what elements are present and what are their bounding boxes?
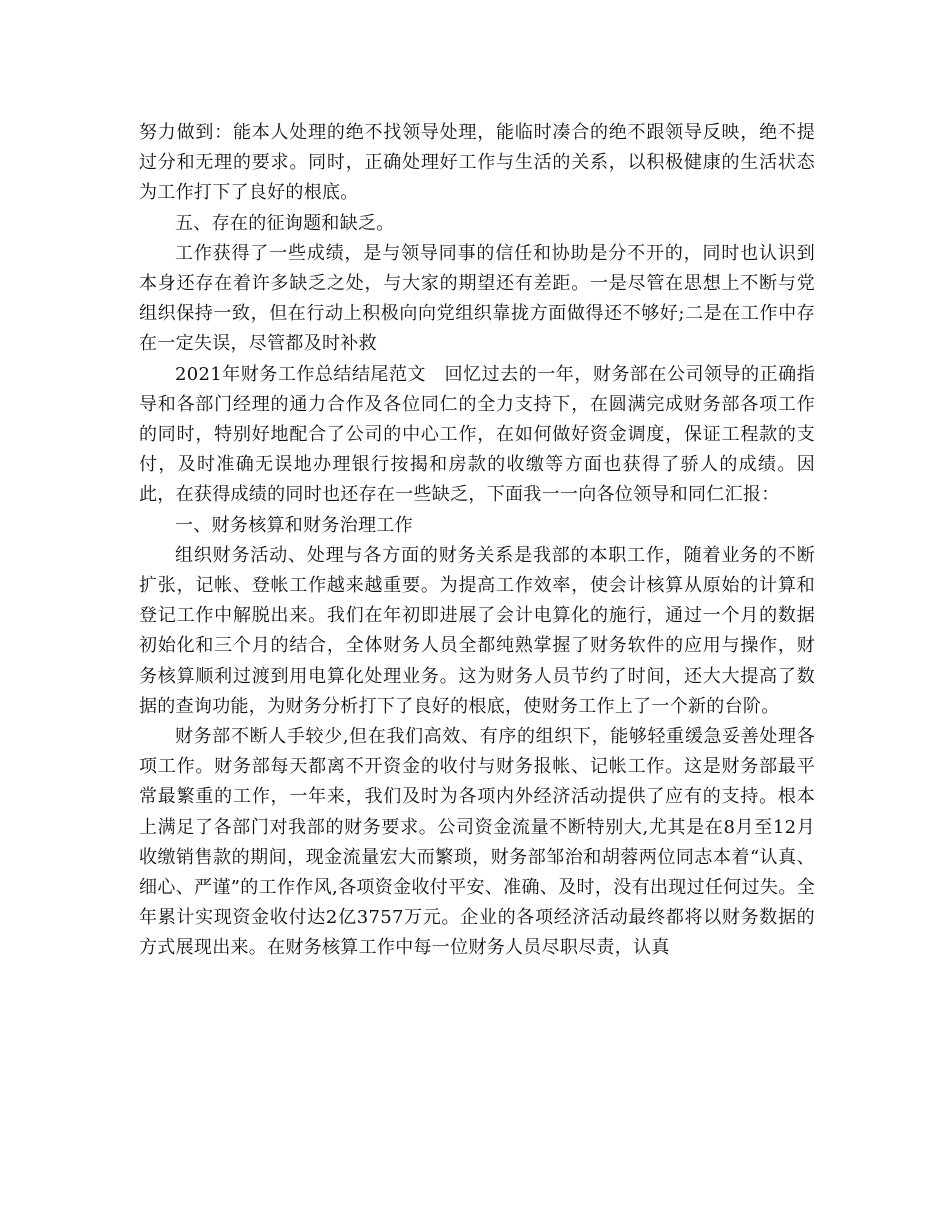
paragraph: 组织财务活动、处理与各方面的财务关系是我部的本职工作，随着业务的不断扩张，记帐、登帐工作越来越重要。为提高工作效率，使会计核算从原始的计算和登记工作中解脱出来。我们在年初即进展了会计电算化的施行，通过一个月的数据初始化和三个月的结合，全体财务人员全都纯熟掌握了财务软件的应用与操作，财务核算顺利过渡到用电算化处理业务。这为财务人员节约了时间，还大大提高了数据的查询功能，为财务分析打下了良好的根底，使财务工作上了一个新的台阶。 (139, 544, 815, 717)
paragraph: 工作获得了一些成绩，是与领导同事的信任和协助是分不开的，同时也认识到本身还存在着许多缺乏之处，与大家的期望还有差距。一是尽管在思想上不断与党组织保持一致，但在行动上积极向向党组织靠拢方面做得还不够好;二是在工作中存在一定失误，尽管都及时补救 (139, 242, 815, 355)
section-heading: 五、存在的征询题和缺乏。 (175, 212, 395, 234)
section-heading: 一、财务核算和财务治理工作 (175, 514, 413, 536)
document-body (139, 118, 815, 964)
paragraph: 2021年财务工作总结结尾范文 回忆过去的一年，财务部在公司领导的正确指导和各部门经理的通力合作及各位同仁的全力支持下，在圆满完成财务部各项工作的同时，特别好地配合了公司的中心工作，在如何做好资金调度，保证工程款的支付，及时准确无误地办理银行按揭和房款的收缴等方面也获得了骄人的成绩。因此，在获得成绩的同时也还存在一些缺乏，下面我一一向各位领导和同仁汇报： (139, 363, 815, 506)
paragraph: 努力做到：能本人处理的绝不找领导处理，能临时凑合的绝不跟领导反映，绝不提过分和无理的要求。同时，正确处理好工作与生活的关系，以积极健康的生活状态为工作打下了良好的根底。 (139, 122, 815, 204)
paragraph: 财务部不断人手较少,但在我们高效、有序的组织下，能够轻重缓急妥善处理各项工作。财务部每天都离不开资金的收付与财务报帐、记帐工作。这是财务部最平常最繁重的工作，一年来，我们及时为各项内外经济活动提供了应有的支持。根本上满足了各部门对我部的财务要求。公司资金流量不断特别大,尤其是在8月至12月收缴销售款的期间，现金流量宏大而繁琐，财务部邹治和胡蓉两位同志本着“认真、细心、严谨”的工作作风,各项资金收付平安、准确、及时，没有出现过任何过失。全年累计实现资金收付达2亿3757万元。企业的各项经济活动最终都将以财务数据的方式展现出来。在财务核算工作中每一位财务人员尽职尽责，认真 (139, 726, 815, 959)
